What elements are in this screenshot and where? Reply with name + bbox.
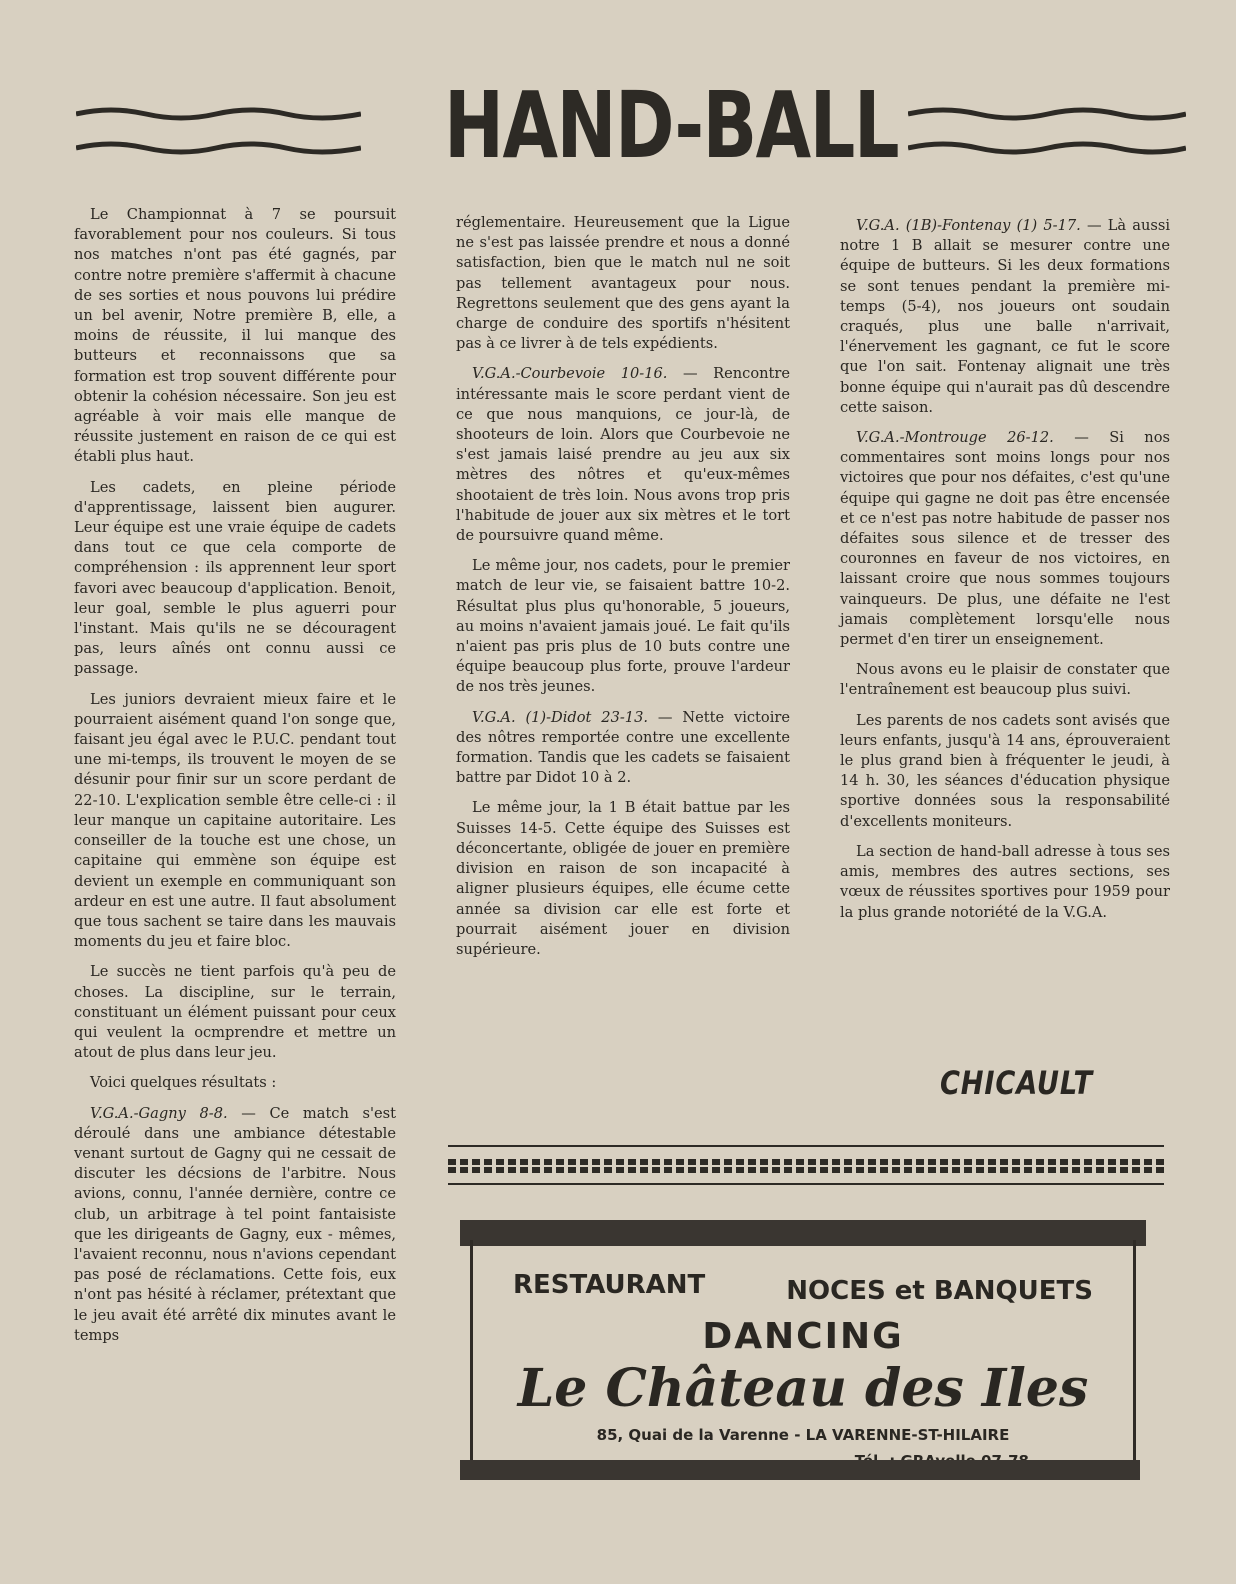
paragraph: Le même jour, nos cadets, pour le premier match de leur vie, se faisaient battre 10-2. Résultat plus plus qu'honorable, 5 joueurs, au moins n'avaient jamais joué. Le fait qu'ils n'aient pas pris plus de 10 buts contre une équipe beaucoup plus forte, prouve l'ardeur de nos très jeunes.	[456, 557, 790, 696]
article-column-1	[74, 205, 396, 1356]
paragraph: Les juniors devraient mieux faire et le pourraient aisément quand l'on songe que, faisant jeu égal avec le P.U.C. pendant tout une mi-temps, ils trouvent le moyen de se désunir pour finir sur un score perdant de 22-10. L'explication semble être celle-ci : il leur manque un capitaine autoritaire. Les conseiller de la touche est une chose, un capitaine qui emmène son équipe est devient un exemple en communiquant son ardeur en est une autre. Il faut absolument que tous sachent se taire dans les mauvais moments du jeu et faire bloc.	[74, 690, 396, 951]
result-text: — Si nos commentaires sont moins longs pour nos victoires que pour nos défaites, c'est qu'une équipe qui gagne ne doit pas être encensée et ce n'est pas notre habitude de passer nos défaites sous silence et de tresser des couronnes en faveur de nos victoires, en laissant croire que nous sommes toujours vainqueurs. De plus, une défaite ne l'est jamais complètement lorsqu'elle nous permet d'en tirer un enseignement.	[840, 429, 1170, 649]
article-column-2	[456, 213, 790, 970]
result-text: — Nette victoire des nôtres remportée contre une excellente formation. Tandis que les cadets se faisaient battre par Didot 10 à 2.	[456, 708, 790, 787]
result-title: V.G.A. (1)-Didot 23-13.	[472, 708, 648, 726]
result-fontenay	[840, 216, 1170, 418]
paragraph: réglementaire. Heureusement que la Ligue ne s'est pas laissée prendre et nous a donné satisfaction, bien que le match nul ne soit pas tellement avantageux pour nous. Regrettons seulement que des gens ayant la charge de conduire des sportifs n'hésitent pas à ce livrer à de tels expédients.	[456, 214, 790, 353]
result-title: V.G.A.-Courbevoie 10-16.	[472, 365, 668, 383]
advert-dancing: DANCING	[702, 1316, 904, 1357]
decorative-divider	[448, 1140, 1164, 1188]
result-courbevoie	[456, 364, 790, 546]
advert-address: 85, Quai de la Varenne - LA VARENNE-ST-HILAIRE	[596, 1426, 1010, 1444]
paragraph: Le succès ne tient parfois qu'à peu de choses. La discipline, sur le terrain, constituant un élément puissant pour ceux qui veulent la ocmprendre et mettre un atout de plus dans leur jeu.	[74, 963, 396, 1062]
result-title: V.G.A. (1B)-Fontenay (1) 5-17.	[856, 217, 1081, 234]
paragraph: Le même jour, la 1 B était battue par les Suisses 14-5. Cette équipe des Suisses est déconcertante, obligée de jouer en première division en raison de son incapacité à aligner plusieurs équipes, elle écume cette année sa division car elle est forte et pourrait aisément jouer en division supérieure.	[456, 799, 790, 958]
paragraph: Les cadets, en pleine période d'apprentissage, laissent bien augurer. Leur équipe est une vraie équipe de cadets dans tout ce que cela comporte de compréhension : ils apprennent leur sport favori avec beaucoup d'application. Benoit, leur goal, semble le plus aguerri pour l'instant. Mais qu'ils ne se découragent pas, leurs aînés ont connu aussi ce passage.	[74, 478, 396, 678]
advert-restaurant: RESTAURANT	[513, 1270, 706, 1300]
page-title: HAND-BALL	[444, 72, 898, 179]
paragraph: Voici quelques résultats :	[90, 1074, 277, 1092]
article-column-3	[840, 216, 1170, 933]
result-montrouge	[840, 428, 1170, 650]
result-text: — Rencontre intéressante mais le score perdant vient de ce que nous manquions, ce jour-là, de shooteurs de loin. Alors que Courbevoie ne s'est jamais laisé prendre au jeu aux six mètres des nôtres et qu'eux-mêmes shootaient de très loin. Nous avons trop pris l'habitude de jouer aux six mètres et le tort de poursuivre quand même.	[456, 365, 790, 545]
advert-noces: NOCES et BANQUETS	[786, 1276, 1093, 1306]
result-gagny	[74, 1104, 396, 1346]
paragraph: La section de hand-ball adresse à tous ses amis, membres des autres sections, ses vœux de réussites sportives pour 1959 pour la plus grande notoriété de la V.G.A.	[840, 842, 1170, 921]
result-title: V.G.A.-Montrouge 26-12.	[856, 429, 1054, 447]
paragraph: Nous avons eu le plaisir de constater que l'entraînement est beaucoup plus suivi.	[840, 661, 1170, 699]
restaurant-advert	[460, 1220, 1146, 1484]
wavy-rule-left	[76, 92, 361, 162]
advert-venue-name: Le Château des Iles	[517, 1358, 1089, 1419]
advert-bottom-bar	[460, 1460, 1140, 1480]
advert-frame	[470, 1240, 1136, 1469]
result-title: V.G.A.-Gagny 8-8.	[90, 1104, 228, 1122]
header	[76, 72, 1186, 179]
author-signature: CHICAULT	[940, 1064, 1093, 1102]
result-text: — Là aussi notre 1 B allait se mesurer contre une équipe de butteurs. Si les deux formations se sont tenues pendant la première mi-temps (5-4), nos joueurs ont soudain craqués, plus une balle n'arrivait, l'énervement les gagnant, ce fut le score que l'on sait. Fontenay alignait une très bonne équipe qui n'aurait pas dû descendre cette saison.	[840, 217, 1170, 416]
result-didot	[456, 708, 790, 789]
paragraph: Le Championnat à 7 se poursuit favorablement pour nos couleurs. Si tous nos matches n'ont pas été gagnés, par contre notre première s'affermit à chacune de ses sorties et nous pouvons lui prédire un bel avenir, Notre première B, elle, a moins de réussite, il lui manque des butteurs et reconnaissons que sa formation est trop souvent différente pour obtenir la cohésion nécessaire. Son jeu est agréable à voir mais elle manque de réussite justement en raison de ce qui est établi plus haut.	[74, 206, 396, 466]
paragraph: Les parents de nos cadets sont avisés que leurs enfants, jusqu'à 14 ans, éprouveraient le plus grand bien à fréquenter le jeudi, à 14 h. 30, les séances d'éducation physique sportive données sous la responsabilité d'excellents moniteurs.	[840, 711, 1170, 830]
result-text: — Ce match s'est déroulé dans une ambiance détestable venant surtout de Gagny qui ne cessait de discuter les décsions de l'arbitre. Nous avions, connu, l'année dernière, contre ce club, un arbitrage à tel point fantaisiste que les dirigeants de Gagny, eux - mêmes, l'avaient reconnu, nous n'avions cependant pas posé de réclamations. Cette fois, eux n'ont pas hésité à réclamer, prétextant que le jeu avait été arrêté dix minutes avant le temps	[74, 1104, 396, 1344]
wavy-rule-right	[908, 92, 1186, 162]
